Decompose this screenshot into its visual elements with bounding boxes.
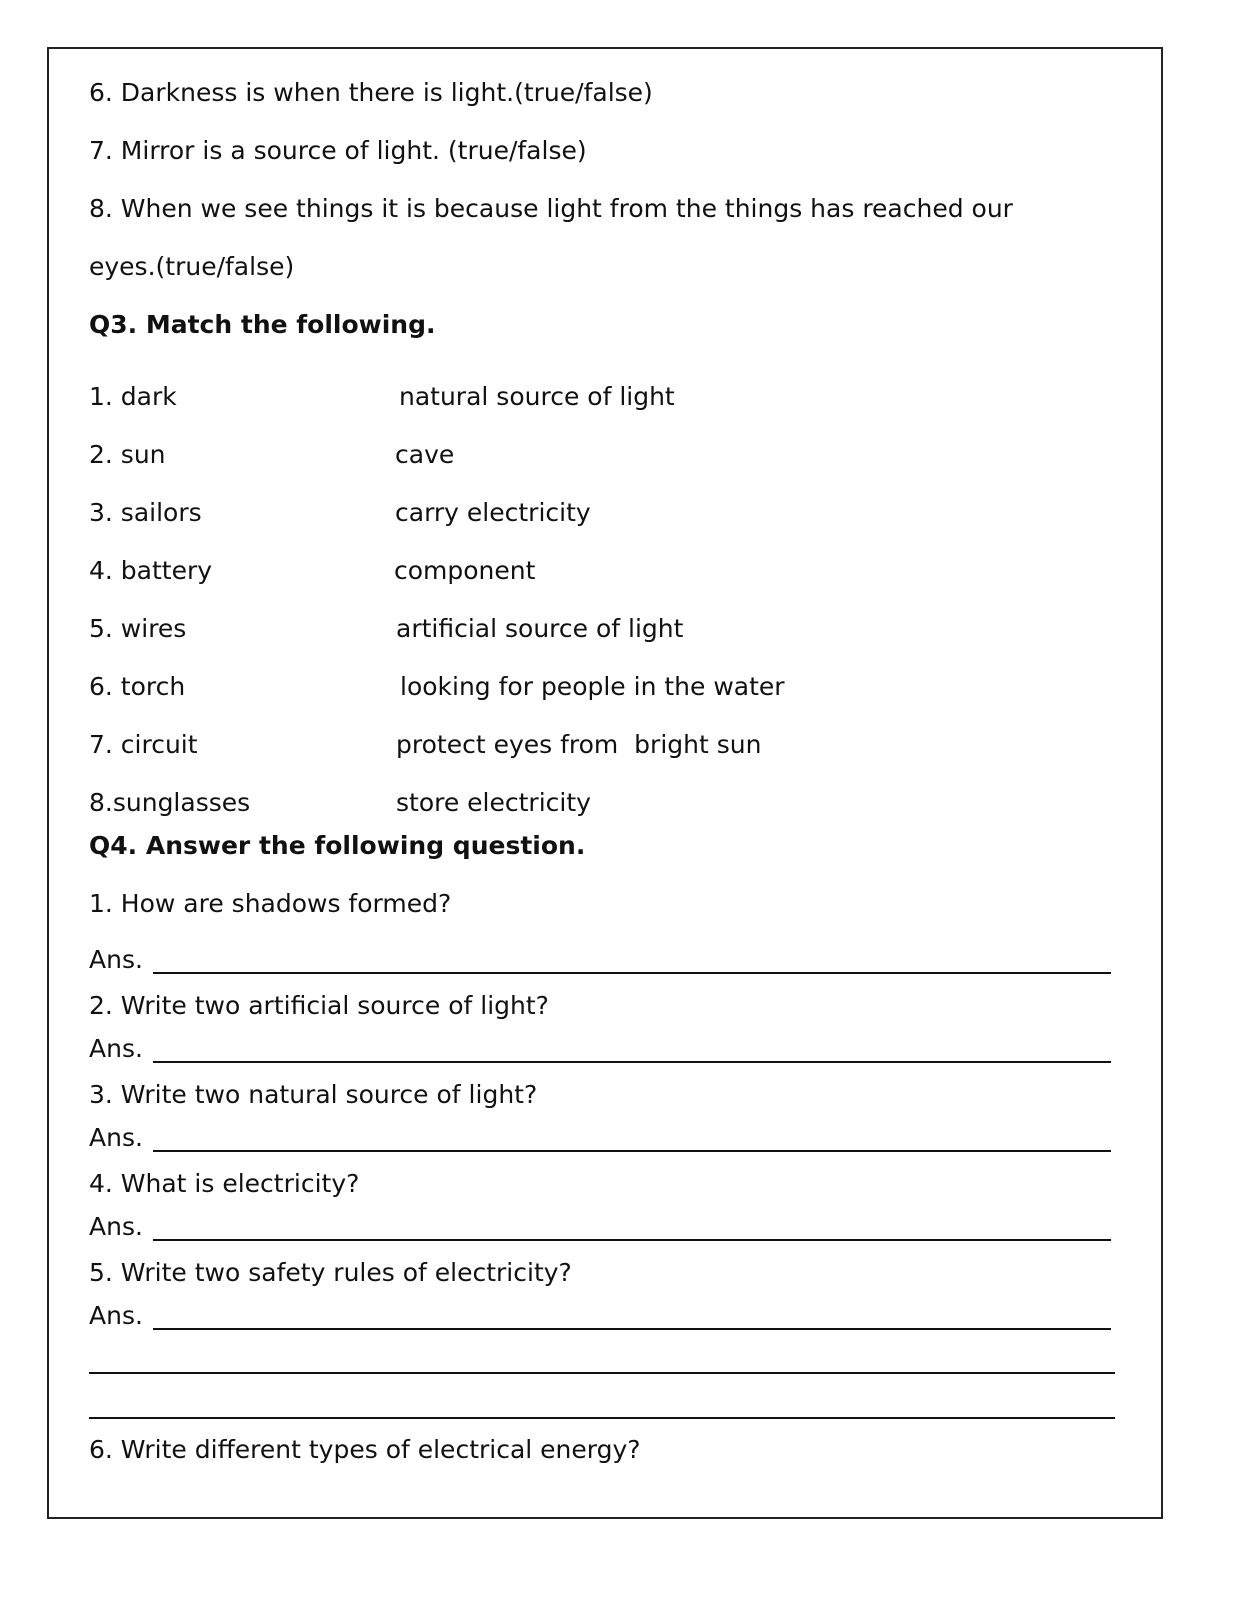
match-right: protect eyes from bright sun	[396, 730, 762, 759]
answer-line[interactable]	[153, 1328, 1111, 1330]
tf-item-7: 7. Mirror is a source of light. (true/false)	[89, 136, 587, 165]
answer-row-1	[89, 945, 1111, 975]
ans-label: Ans.	[89, 1123, 143, 1152]
match-right: looking for people in the water	[400, 672, 785, 701]
match-left: 6. torch	[89, 672, 186, 701]
q4-question-4: 4. What is electricity?	[89, 1169, 360, 1198]
match-right: store electricity	[396, 788, 591, 817]
match-left: 7. circuit	[89, 730, 198, 759]
tf-item-8-continued: eyes.(true/false)	[89, 252, 295, 281]
tf-item-8: 8. When we see things it is because light from the things has reached our	[89, 194, 1013, 223]
ans-label: Ans.	[89, 945, 143, 974]
answer-row-2	[89, 1034, 1111, 1064]
match-left: 1. dark	[89, 382, 177, 411]
q4-question-5: 5. Write two safety rules of electricity?	[89, 1258, 572, 1287]
match-right: cave	[395, 440, 455, 469]
match-right: component	[394, 556, 536, 585]
q4-question-3: 3. Write two natural source of light?	[89, 1080, 538, 1109]
ans-label: Ans.	[89, 1301, 143, 1330]
match-right: natural source of light	[399, 382, 675, 411]
match-left: 4. battery	[89, 556, 213, 585]
answer-line-extra[interactable]	[89, 1372, 1115, 1374]
answer-line-extra[interactable]	[89, 1417, 1115, 1419]
match-left: 5. wires	[89, 614, 187, 643]
ans-label: Ans.	[89, 1212, 143, 1241]
q4-heading: Q4. Answer the following question.	[89, 831, 586, 860]
answer-row-4	[89, 1212, 1111, 1242]
match-left: 8.sunglasses	[89, 788, 251, 817]
q3-heading: Q3. Match the following.	[89, 310, 436, 339]
answer-line[interactable]	[153, 1239, 1111, 1241]
q4-question-6: 6. Write different types of electrical energy?	[89, 1435, 641, 1464]
match-left: 3. sailors	[89, 498, 202, 527]
tf-item-6: 6. Darkness is when there is light.(true/false)	[89, 78, 653, 107]
answer-row-3	[89, 1123, 1111, 1153]
ans-label: Ans.	[89, 1034, 143, 1063]
match-right: carry electricity	[395, 498, 591, 527]
answer-line[interactable]	[153, 972, 1111, 974]
q4-question-1: 1. How are shadows formed?	[89, 889, 452, 918]
match-left: 2. sun	[89, 440, 166, 469]
q4-question-2: 2. Write two artificial source of light?	[89, 991, 549, 1020]
answer-row-5	[89, 1301, 1111, 1331]
answer-line[interactable]	[153, 1150, 1111, 1152]
answer-line[interactable]	[153, 1061, 1111, 1063]
match-right: artificial source of light	[396, 614, 684, 643]
